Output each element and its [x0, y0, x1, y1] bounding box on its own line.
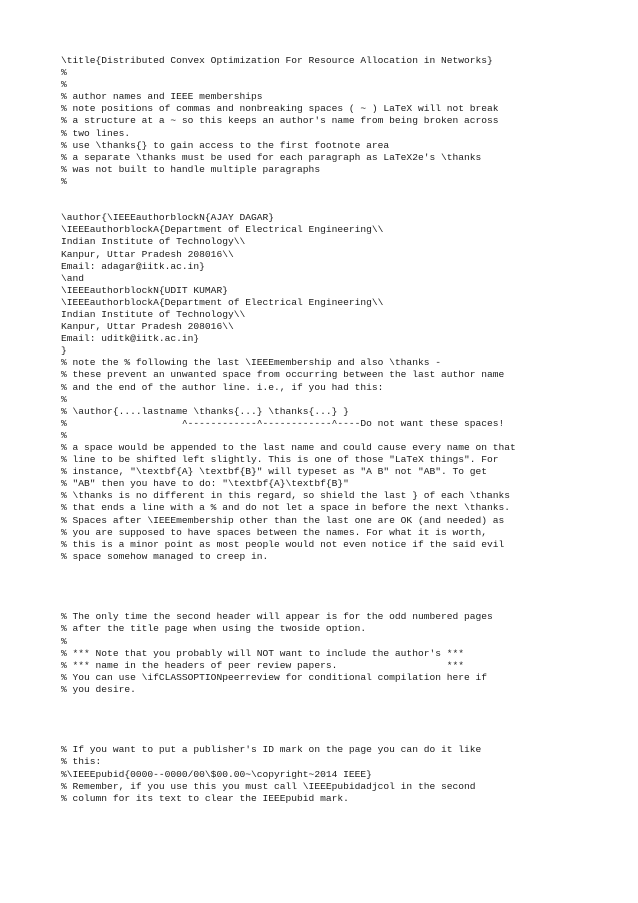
code-line: %	[61, 67, 67, 79]
code-line: % The only time the second header will appear is for the odd numbered pages	[61, 611, 493, 623]
code-line: % ^------------^------------^----Do not want these spaces!	[61, 417, 505, 429]
code-block	[61, 744, 631, 804]
code-line: % was not built to handle multiple paragraphs	[61, 163, 321, 175]
code-line: %	[61, 175, 67, 187]
blank-line	[61, 575, 631, 587]
blank-line	[61, 587, 631, 599]
blank-line	[61, 708, 631, 720]
code-line: % If you want to put a publisher's ID mark on the page you can do it like	[61, 744, 482, 756]
code-line: % after the title page when using the twoside option.	[61, 623, 367, 635]
blank-line	[61, 200, 631, 212]
code-line: % this:	[61, 756, 102, 768]
code-line: %	[61, 393, 67, 405]
code-line: % \author{....lastname \thanks{...} \thanks{...} }	[61, 405, 349, 417]
code-line: %	[61, 429, 67, 441]
code-line: % "AB" then you have to do: "\textbf{A}\textbf{B}"	[61, 478, 349, 490]
code-line: % two lines.	[61, 127, 131, 139]
code-line: % note the % following the last \IEEEmembership and also \thanks -	[61, 357, 441, 369]
code-line: \title{Distributed Convex Optimization For Resource Allocation in Networks}	[61, 55, 493, 66]
code-line: \author{\IEEEauthorblockN{AJAY DAGAR}	[61, 212, 275, 224]
code-block	[61, 611, 631, 744]
blank-line	[61, 732, 631, 744]
code-line: % this is a minor point as most people would not even notice if the said evil	[61, 538, 505, 550]
code-line: Email: uditk@iitk.ac.in}	[61, 333, 200, 345]
code-line: % you desire.	[61, 683, 136, 695]
code-line: % and the end of the author line. i.e., if you had this:	[61, 381, 384, 393]
code-line: % \thanks is no different in this regard, so shield the last } of each \thanks	[61, 490, 511, 502]
code-line: % note positions of commas and nonbreaking spaces ( ~ ) LaTeX will not break	[61, 103, 499, 115]
blank-line	[61, 696, 631, 708]
code-block	[61, 55, 631, 212]
code-line: % you are supposed to have spaces between the names. For what it is worth,	[61, 526, 488, 538]
code-line: Kanpur, Uttar Pradesh 208016\\	[61, 321, 234, 333]
code-line: % a space would be appended to the last name and could cause every name on that	[61, 442, 516, 453]
code-line: }	[61, 345, 67, 357]
code-line: \and	[61, 272, 85, 284]
blank-line	[61, 188, 631, 200]
code-line: %\IEEEpubid{0000--0000/00\$00.00~\copyright~2014 IEEE}	[61, 768, 372, 780]
code-line: % Spaces after \IEEEmembership other than the last one are OK (and needed) as	[61, 514, 505, 526]
code-line: % Remember, if you use this you must call \IEEEpubidadjcol in the second	[61, 780, 476, 792]
code-line: % author names and IEEE memberships	[61, 91, 263, 103]
latex-source-listing	[61, 55, 631, 805]
code-line: % line to be shifted left slightly. This is one of those "LaTeX things". For	[61, 454, 499, 466]
code-line: \IEEEauthorblockA{Department of Electrical Engineering\\	[61, 296, 384, 308]
code-line: %	[61, 635, 67, 647]
code-line: % *** name in the headers of peer review papers. ***	[61, 659, 465, 671]
code-line: \IEEEauthorblockA{Department of Electrical Engineering\\	[61, 224, 384, 236]
code-line: % these prevent an unwanted space from occurring between the last author name	[61, 369, 505, 381]
code-line: % that ends a line with a % and do not let a space in before the next \thanks.	[61, 502, 511, 514]
blank-line	[61, 720, 631, 732]
code-line: Indian Institute of Technology\\	[61, 308, 246, 320]
blank-line	[61, 563, 631, 575]
code-line: Indian Institute of Technology\\	[61, 236, 246, 248]
code-line: % use \thanks{} to gain access to the first footnote area	[61, 139, 390, 151]
code-line: %	[61, 79, 67, 91]
code-line: % space somehow managed to creep in.	[61, 550, 269, 562]
blank-line	[61, 599, 631, 611]
code-line: % a structure at a ~ so this keeps an author's name from being broken across	[61, 115, 499, 127]
code-block	[61, 212, 631, 611]
code-line: % a separate \thanks must be used for each paragraph as LaTeX2e's \thanks	[61, 151, 482, 163]
code-line: Kanpur, Uttar Pradesh 208016\\	[61, 248, 234, 260]
code-line: % instance, "\textbf{A} \textbf{B}" will typeset as "A B" not "AB". To get	[61, 466, 488, 478]
code-line: % You can use \ifCLASSOPTIONpeerreview for conditional compilation here if	[61, 671, 488, 683]
code-line: % column for its text to clear the IEEEpubid mark.	[61, 792, 349, 804]
code-line: % *** Note that you probably will NOT want to include the author's ***	[61, 647, 465, 659]
code-line: \IEEEauthorblockN{UDIT KUMAR}	[61, 284, 228, 296]
code-line: Email: adagar@iitk.ac.in}	[61, 260, 205, 272]
